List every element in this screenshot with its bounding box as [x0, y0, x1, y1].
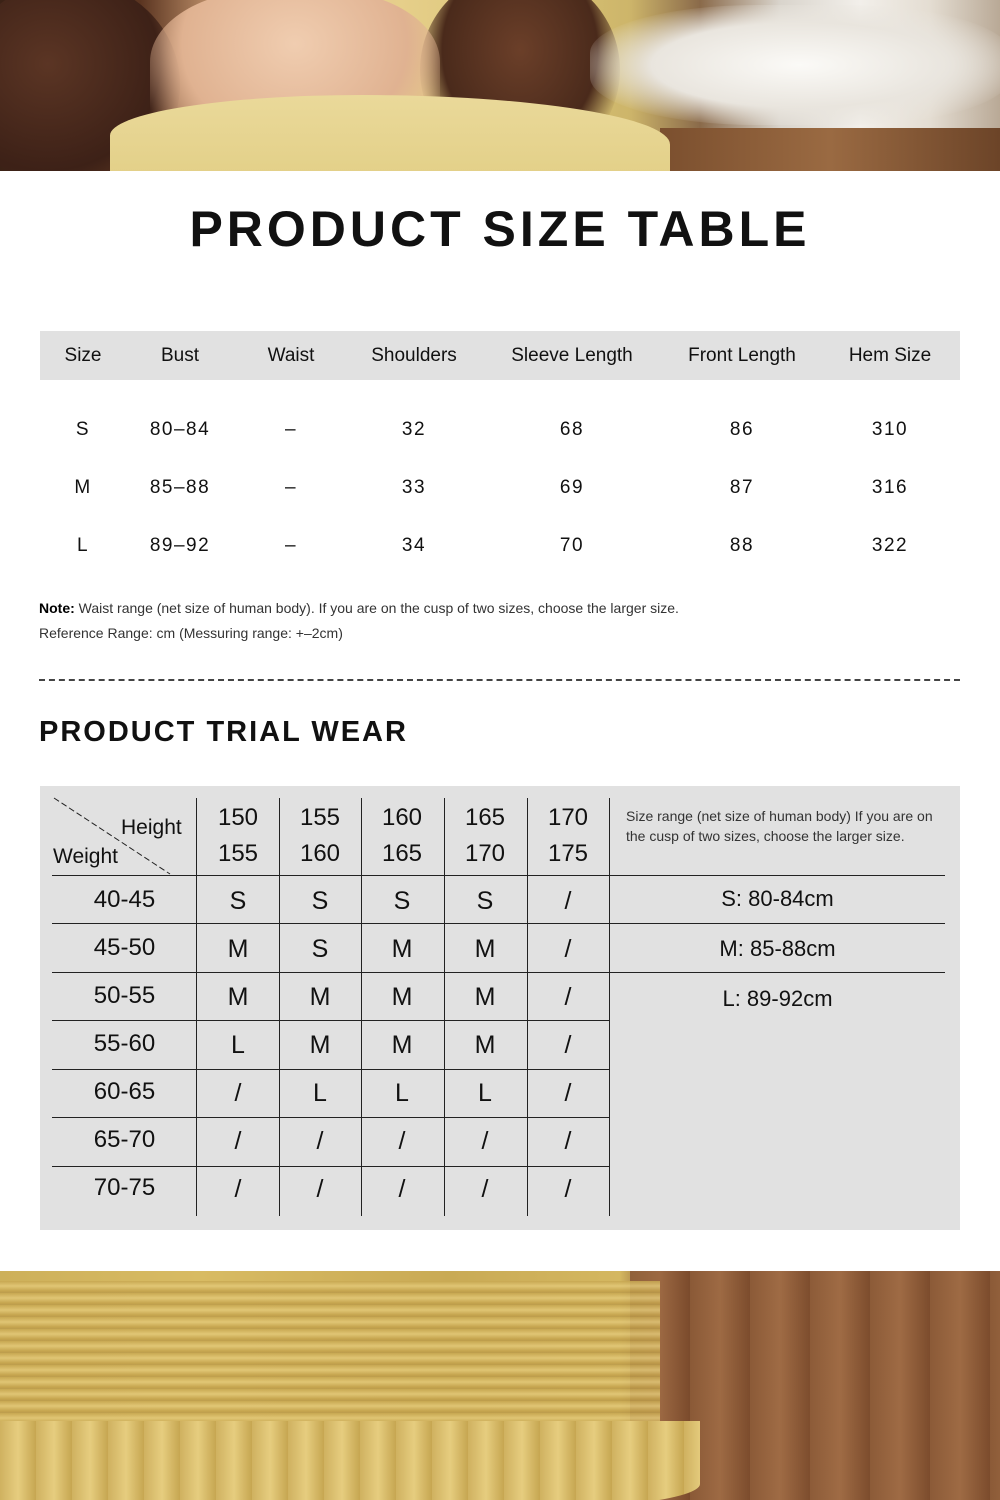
- height-header: [548, 800, 588, 872]
- size-cell: /: [564, 887, 572, 915]
- grid-line: [52, 1069, 609, 1070]
- height-to: 155: [217, 840, 259, 867]
- table-cell: M: [74, 477, 92, 498]
- header-waist: Waist: [267, 345, 315, 366]
- table-cell: 68: [559, 419, 585, 440]
- size-cell: L: [231, 1031, 245, 1059]
- weight-label: 55-60: [93, 1030, 156, 1057]
- table-cell: 322: [871, 535, 909, 556]
- table-cell: S: [75, 419, 91, 440]
- height-header: [300, 800, 340, 872]
- height-header: [382, 800, 422, 872]
- table-cell: –: [284, 419, 298, 440]
- table-row: [40, 401, 960, 459]
- table-cell: 69: [559, 477, 585, 498]
- table-cell: 89–92: [149, 535, 211, 556]
- size-cell: /: [234, 1127, 242, 1155]
- photo-skirt-ruffle: [0, 1421, 700, 1500]
- grid-line: [444, 798, 445, 1216]
- table-cell: 86: [729, 419, 755, 440]
- size-cell: /: [398, 1175, 406, 1203]
- table-cell: L: [76, 535, 90, 556]
- height-from: 150: [217, 804, 259, 831]
- size-cell: M: [474, 1031, 496, 1059]
- photo-smocked-waist: [0, 1281, 660, 1431]
- table-cell: –: [284, 535, 298, 556]
- height-from: 170: [547, 804, 589, 831]
- size-cell: L: [313, 1079, 327, 1107]
- table-cell: 70: [559, 535, 585, 556]
- size-cell: /: [564, 1031, 572, 1059]
- size-cell: /: [564, 1079, 572, 1107]
- corner-height-label: Height: [121, 816, 182, 839]
- size-cell: S: [229, 887, 247, 915]
- size-cell: /: [316, 1175, 324, 1203]
- header-size: Size: [64, 345, 102, 366]
- grid-line: [52, 1020, 609, 1021]
- size-cell: /: [564, 983, 572, 1011]
- grid-line: [52, 923, 945, 924]
- size-note: [39, 596, 679, 646]
- photo-background-wood: [660, 128, 1000, 171]
- weight-label: 45-50: [93, 934, 156, 961]
- grid-line: [52, 972, 945, 973]
- grid-line: [52, 1166, 609, 1167]
- dashed-divider: [39, 679, 960, 681]
- size-range-value: M: 85-88cm: [719, 936, 836, 961]
- size-cell: M: [474, 935, 496, 963]
- grid-line: [52, 875, 945, 876]
- size-cell: /: [481, 1175, 489, 1203]
- table-cell: 88: [729, 535, 755, 556]
- size-cell: M: [227, 935, 249, 963]
- height-to: 175: [547, 840, 589, 867]
- size-cell: /: [316, 1127, 324, 1155]
- trial-title: PRODUCT TRIAL WEAR: [39, 716, 408, 748]
- table-cell: 310: [871, 419, 909, 440]
- height-to: 160: [299, 840, 341, 867]
- page-title: PRODUCT SIZE TABLE: [189, 201, 811, 257]
- height-header: [218, 800, 258, 872]
- size-range-value: S: 80-84cm: [721, 886, 834, 911]
- weight-label: 50-55: [93, 982, 156, 1009]
- size-cell: M: [391, 983, 413, 1011]
- height-from: 155: [299, 804, 341, 831]
- table-cell: 34: [401, 535, 427, 556]
- size-table-header: [40, 331, 960, 380]
- table-row: [40, 459, 960, 517]
- model-photo-bottom: [0, 1271, 1000, 1500]
- height-to: 170: [464, 840, 506, 867]
- size-cell: /: [234, 1175, 242, 1203]
- table-cell: 85–88: [149, 477, 211, 498]
- size-cell: /: [564, 935, 572, 963]
- height-from: 165: [464, 804, 506, 831]
- model-photo-top: [0, 0, 1000, 171]
- size-cell: /: [564, 1175, 572, 1203]
- size-cell: M: [227, 983, 249, 1011]
- size-cell: L: [395, 1079, 409, 1107]
- weight-label: 70-75: [93, 1174, 156, 1201]
- weight-label: 40-45: [93, 886, 156, 913]
- grid-line: [361, 798, 362, 1216]
- grid-line: [52, 1117, 609, 1118]
- corner-weight-label: Weight: [53, 845, 118, 868]
- height-header: [465, 800, 505, 872]
- size-table: [40, 331, 960, 575]
- header-shoulders: Shoulders: [371, 345, 457, 366]
- size-cell: /: [481, 1127, 489, 1155]
- table-row: [40, 517, 960, 575]
- note-label: Note:: [39, 600, 75, 616]
- size-cell: S: [311, 935, 329, 963]
- header-sleeve-length: Sleeve Length: [511, 345, 633, 366]
- size-range-value: L: 89-92cm: [722, 986, 833, 1011]
- table-cell: 316: [871, 477, 909, 498]
- size-cell: /: [398, 1127, 406, 1155]
- note-text: Waist range (net size of human body). If you are on the cusp of two sizes, choose the larger size.: [78, 600, 679, 616]
- size-range-note: Size range (net size of human body) If you are on the cusp of two sizes, choose the larger size.: [626, 808, 933, 844]
- size-cell: M: [474, 983, 496, 1011]
- table-cell: 32: [401, 419, 427, 440]
- grid-line: [527, 798, 528, 1216]
- size-cell: S: [311, 887, 329, 915]
- size-cell: /: [234, 1079, 242, 1107]
- size-cell: S: [476, 887, 494, 915]
- size-cell: L: [478, 1079, 492, 1107]
- table-cell: 80–84: [149, 419, 211, 440]
- table-cell: –: [284, 477, 298, 498]
- header-front-length: Front Length: [688, 345, 796, 366]
- header-bust: Bust: [160, 345, 200, 366]
- note-reference: Reference Range: cm (Messuring range: +–2cm): [39, 625, 343, 641]
- size-cell: M: [391, 935, 413, 963]
- height-from: 160: [381, 804, 423, 831]
- height-to: 165: [381, 840, 423, 867]
- size-cell: M: [309, 983, 331, 1011]
- size-cell: S: [393, 887, 411, 915]
- size-cell: M: [309, 1031, 331, 1059]
- header-hem-size: Hem Size: [848, 345, 932, 366]
- weight-label: 65-70: [93, 1126, 156, 1153]
- photo-background-snow: [590, 5, 1000, 125]
- size-cell: M: [391, 1031, 413, 1059]
- table-cell: 87: [729, 477, 755, 498]
- grid-line: [279, 798, 280, 1216]
- size-cell: /: [564, 1127, 572, 1155]
- trial-wear-table: [40, 786, 960, 1230]
- table-cell: 33: [401, 477, 427, 498]
- weight-label: 60-65: [93, 1078, 156, 1105]
